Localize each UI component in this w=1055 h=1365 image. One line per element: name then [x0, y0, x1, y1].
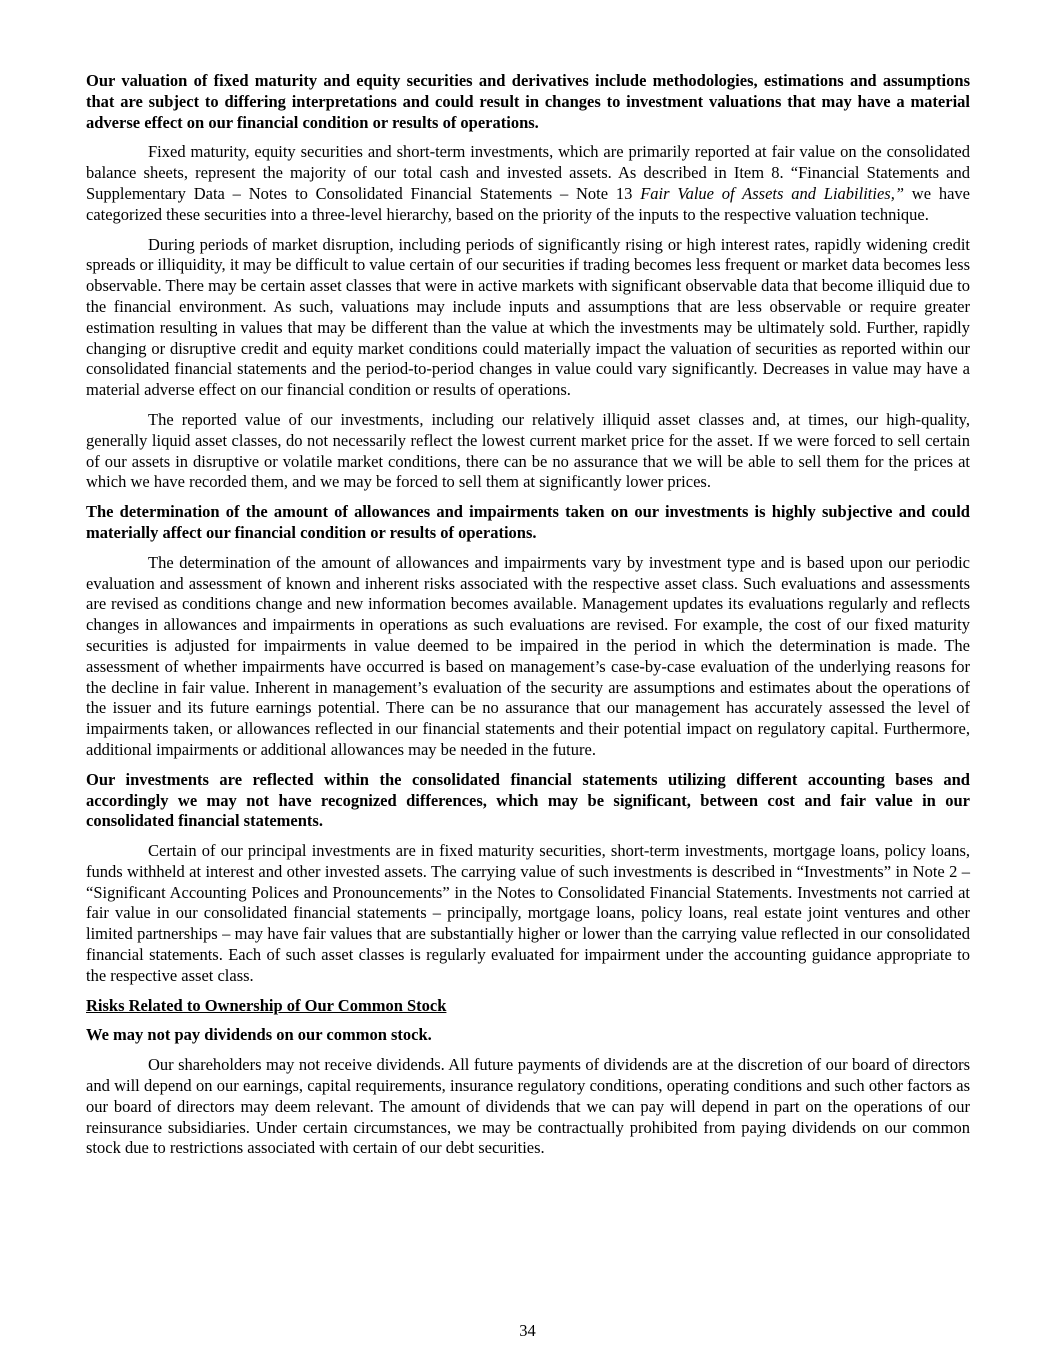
heading-allowances-impairments-risk [86, 502, 970, 544]
page-number: 34 [519, 1321, 536, 1340]
text-run: Our shareholders may not receive dividends. All future payments of dividends are at the discretion of our board of directors and will depend on our earnings, capital requirements, insurance regulatory conditions, operating conditions and such other factors as our board of directors may deem relevant. The amount of dividends that we can pay will depend in part on the operations of our reinsurance subsidiaries. Under certain circumstances, we may be contractually prohibited from paying dividends on our common stock due to restrictions associated with certain of our debt securities. [86, 1055, 970, 1158]
text-run: We may not pay dividends on our common stock. [86, 1025, 432, 1045]
heading-risks-common-stock [86, 996, 970, 1017]
para-reported-value [86, 410, 970, 493]
heading-no-dividends [86, 1025, 970, 1046]
para-market-disruption [86, 235, 970, 401]
text-run: The determination of the amount of allowances and impairments vary by investment type and is based upon our periodic evaluation and assessment of known and inherent risks associated with the respective asset class. Such evaluations and assessments are revised as conditions change and new information becomes available. Management updates its evaluations regularly and reflects changes in allowances and impairments in operations as such evaluations are revised. For example, the cost of our fixed maturity securities is adjusted for impairments in value deemed to be impaired in the period in which the determination is made. The assessment of whether impairments have occurred is based on management’s case-by-case evaluation of the underlying reasons for the decline in fair value. Inherent in management’s evaluation of the security are assumptions and estimates about the operations of the issuer and its future earnings potential. There can be no assurance that our management has accurately assessed the level of impairments taken, or allowances reflected in our financial statements and their potential impact on regulatory capital. Furthermore, additional impairments or additional allowances may be needed in the future. [86, 552, 970, 759]
text-run: Our valuation of fixed maturity and equity securities and derivatives include methodologies, estimations and assumptions that are subject to differing interpretations and could result in changes to investment valuations that may have a material adverse effect on our financial condition or results of operations. [86, 71, 970, 132]
text-run: The determination of the amount of allowances and impairments taken on our investments is highly subjective and could materially affect our financial condition or results of operations. [86, 502, 970, 542]
para-allowances-determination [86, 553, 970, 761]
text-run: Fixed maturity, equity securities and short-term investments, which are primarily reported at fair value on the consolidated balance sheets, represent the majority of our total cash and invested assets. As described in Item 8. “Financial Statements and Supplementary Data – Notes to Consolidated Financial Statements – Note 13 [86, 142, 970, 203]
para-principal-investments [86, 841, 970, 987]
text-run: Certain of our principal investments are in fixed maturity securities, short-term investments, mortgage loans, policy loans, funds withheld at interest and other invested assets. The carrying value of such investments is described in “Investments” in Note 2 – “Significant Accounting Polices and Pronouncements” in the Notes to Consolidated Financial Statements. Investments not carried at fair value in our consolidated financial statements – principally, mortgage loans, policy loans, real estate joint ventures and other limited partnerships – may have fair values that are substantially higher or lower than the carrying value reflected in our consolidated financial statements. Each of such asset classes is regularly evaluated for impairment under the accounting guidance appropriate to the respective asset class. [86, 841, 970, 985]
text-run: we have categorized these securities into a three-level hierarchy, based on the priority of the inputs to the respective valuation technique. [86, 183, 970, 224]
text-run: During periods of market disruption, including periods of significantly rising or high interest rates, rapidly widening credit spreads or illiquidity, it may be difficult to value certain of our securities if trading becomes less frequent or market data becomes less observable. There may be certain asset classes that were in active markets with significant observable data that become illiquid due to the financial environment. As such, valuations may include inputs and assumptions that are less observable or require greater estimation resulting in values that may be different than the value at which the investments may be ultimately sold. Further, rapidly changing or disruptive credit and equity market conditions could materially impact the valuation of securities as reported within our consolidated financial statements and the period-to-period changes in value could vary significantly. Decreases in value may have a material adverse effect on our financial condition or results of operations. [86, 234, 970, 400]
para-fixed-maturity-fair-value [86, 142, 970, 225]
document-body [86, 71, 970, 1168]
para-shareholders-dividends [86, 1055, 970, 1159]
text-run: Fair Value of Assets and Liabilities,” [640, 183, 904, 203]
text-run: The reported value of our investments, including our relatively illiquid asset classes and, at times, our high-quality, generally liquid asset classes, do not necessarily reflect the lowest current market price for the asset. If we were forced to sell certain of our assets in disruptive or volatile market conditions, there can be no assurance that we will be able to sell them for the prices at which we have recorded them, and we may be forced to sell them at significantly lower prices. [86, 409, 970, 492]
heading-valuation-risk [86, 71, 970, 133]
text-run: Risks Related to Ownership of Our Common Stock [86, 995, 447, 1015]
text-run: Our investments are reflected within the consolidated financial statements utilizing different accounting bases and accordingly we may not have recognized differences, which may be significant, between cost and fair value in our consolidated financial statements. [86, 769, 970, 831]
heading-accounting-bases-risk [86, 770, 970, 832]
